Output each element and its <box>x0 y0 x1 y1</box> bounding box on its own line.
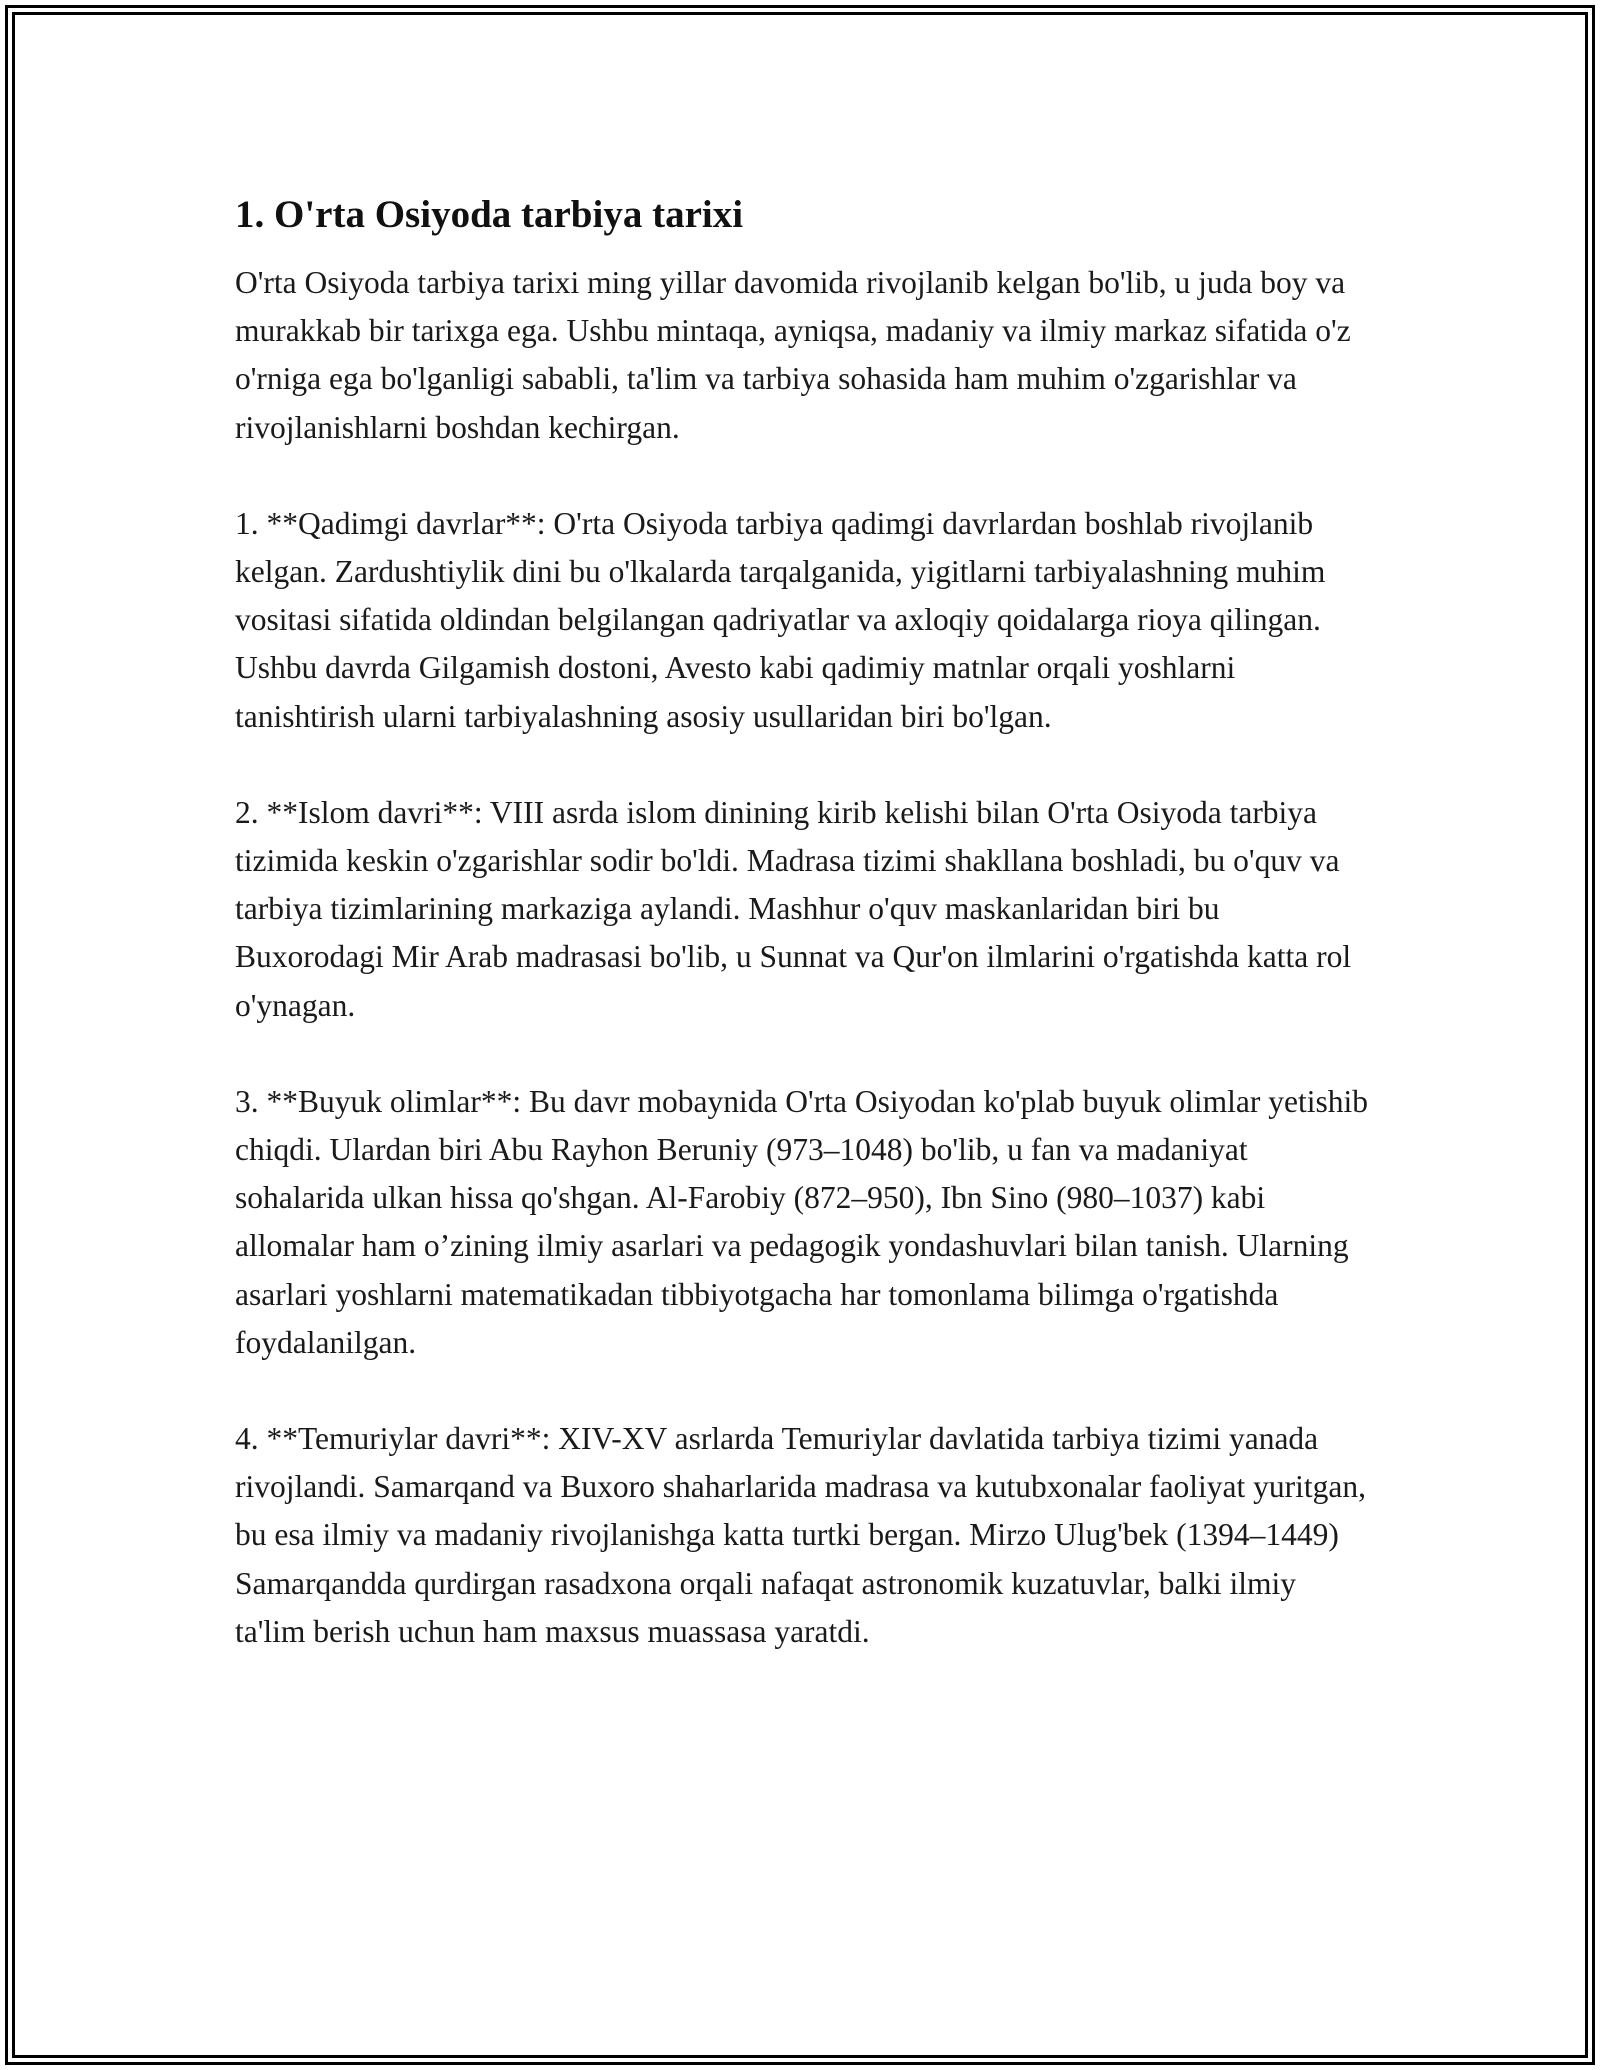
paragraph-great-scholars: 3. **Buyuk olimlar**: Bu davr mobaynida O'rta Osiyodan ko'plab buyuk olimlar yetishib chiqdi. Ulardan biri Abu Rayhon Beruniy (973–1048) bo'lib, u fan va madaniyat sohalarida ulkan hissa qo'shgan. Al-Farobiy (872–950), Ibn Sino (980–1037) kabi allomalar ham o’zining ilmiy asarlari va pedagogik yondashuvlari bilan tanish. Ularning asarlari yoshlarni matematikadan tibbiyotgacha har tomonlama bilimga o'rgatishda foydalanilgan. <box>235 1083 1368 1360</box>
paragraph-ancient-period: 1. **Qadimgi davrlar**: O'rta Osiyoda tarbiya qadimgi davrlardan boshlab rivojlanib kelgan. Zardushtiylik dini bu o'lkalarda tarqalganida, yigitlarni tarbiyalashning muhim vositasi sifatida oldindan belgilangan qadriyatlar va axloqiy qoidalarga rioya qilingan. Ushbu davrda Gilgamish dostoni, Avesto kabi qadimiy matnlar orqali yoshlarni tanishtirish ularni tarbiyalashning asosiy usullaridan biri bo'lgan. <box>235 505 1326 734</box>
paragraph-islamic-period: 2. **Islom davri**: VIII asrda islom dinining kirib kelishi bilan O'rta Osiyoda tarbiya tizimida keskin o'zgarishlar sodir bo'ldi. Madrasa tizimi shakllana boshladi, bu o'quv va tarbiya tizimlarining markaziga aylandi. Mashhur o'quv maskanlaridan biri bu Buxorodagi Mir Arab madrasasi bo'lib, u Sunnat va Qur'on ilmlarini o'rgatishda katta rol o'ynagan. <box>235 794 1352 1023</box>
intro-paragraph: O'rta Osiyoda tarbiya tarixi ming yillar davomida rivojlanib kelgan bo'lib, u juda boy va murakkab bir tarixga ega. Ushbu mintaqa, ayniqsa, madaniy va ilmiy markaz sifatida o'z o'rniga ega bo'lganligi sababli, ta'lim va tarbiya sohasida ham muhim o'zgarishlar va rivojlanishlarni boshdan kechirgan. <box>235 265 1351 445</box>
paragraph-timurid-period: 4. **Temuriylar davri**: XIV-XV asrlarda Temuriylar davlatida tarbiya tizimi yanada rivojlandi. Samarqand va Buxoro shaharlarida madrasa va kutubxonalar faoliyat yuritgan, bu esa ilmiy va madaniy rivojlanishga katta turtki bergan. Mirzo Ulug'bek (1394–1449) Samarqandda qurdirgan rasadxona orqali nafaqat astronomik kuzatuvlar, balki ilmiy ta'lim berish uchun ham maxsus muassasa yaratdi. <box>235 1421 1367 1649</box>
document-body <box>235 185 1370 1656</box>
section-heading: 1. O'rta Osiyoda tarbiya tarixi <box>235 193 744 236</box>
